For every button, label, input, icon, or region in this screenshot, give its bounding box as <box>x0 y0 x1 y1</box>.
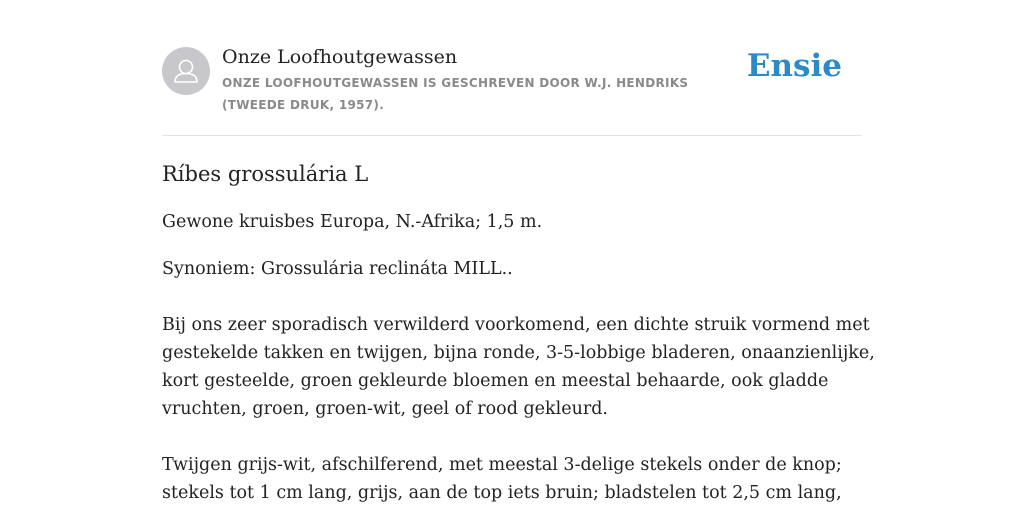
paragraph-line: vruchten, groen, groen-wit, geel of rood gekleurd. <box>162 399 608 419</box>
entry-title: Ríbes grossulária L <box>162 162 369 186</box>
source-header <box>162 44 862 136</box>
paragraph-line: Bij ons zeer sporadisch verwilderd voorkomend, een dichte struik vormend met <box>162 315 870 335</box>
description-paragraph-2 <box>162 451 862 507</box>
header-divider <box>162 135 862 136</box>
person-icon[interactable] <box>162 47 210 95</box>
paragraph-line: kort gesteelde, groen gekleurde bloemen en meestal behaarde, ook gladde <box>162 371 829 391</box>
paragraph-line: stekels tot 1 cm lang, grijs, aan de top iets bruin; bladstelen tot 2,5 cm lang, <box>162 483 842 503</box>
description-paragraph-1 <box>162 311 875 423</box>
paragraph-line: gestekelde takken en twijgen, bijna ronde, 3-5-lobbige bladeren, onaanzienlijke, <box>162 343 875 363</box>
paragraph-line: Twijgen grijs-wit, afschilferend, met meestal 3-delige stekels onder de knop; <box>162 455 842 475</box>
person-icon-graphic <box>162 47 210 95</box>
common-name-line: Gewone kruisbes Europa, N.-Afrika; 1,5 m. <box>162 212 543 232</box>
source-title[interactable]: Onze Loofhoutgewassen <box>222 46 458 68</box>
synonym-line: Synoniem: Grossulária reclináta MILL.. <box>162 259 513 279</box>
ensie-logo[interactable]: Ensie <box>746 48 842 84</box>
entry-content <box>162 157 875 507</box>
source-description: ONZE LOOFHOUTGEWASSEN IS GESCHREVEN DOOR W.J. HENDRIKS (TWEEDE DRUK, 1957). <box>222 76 689 112</box>
